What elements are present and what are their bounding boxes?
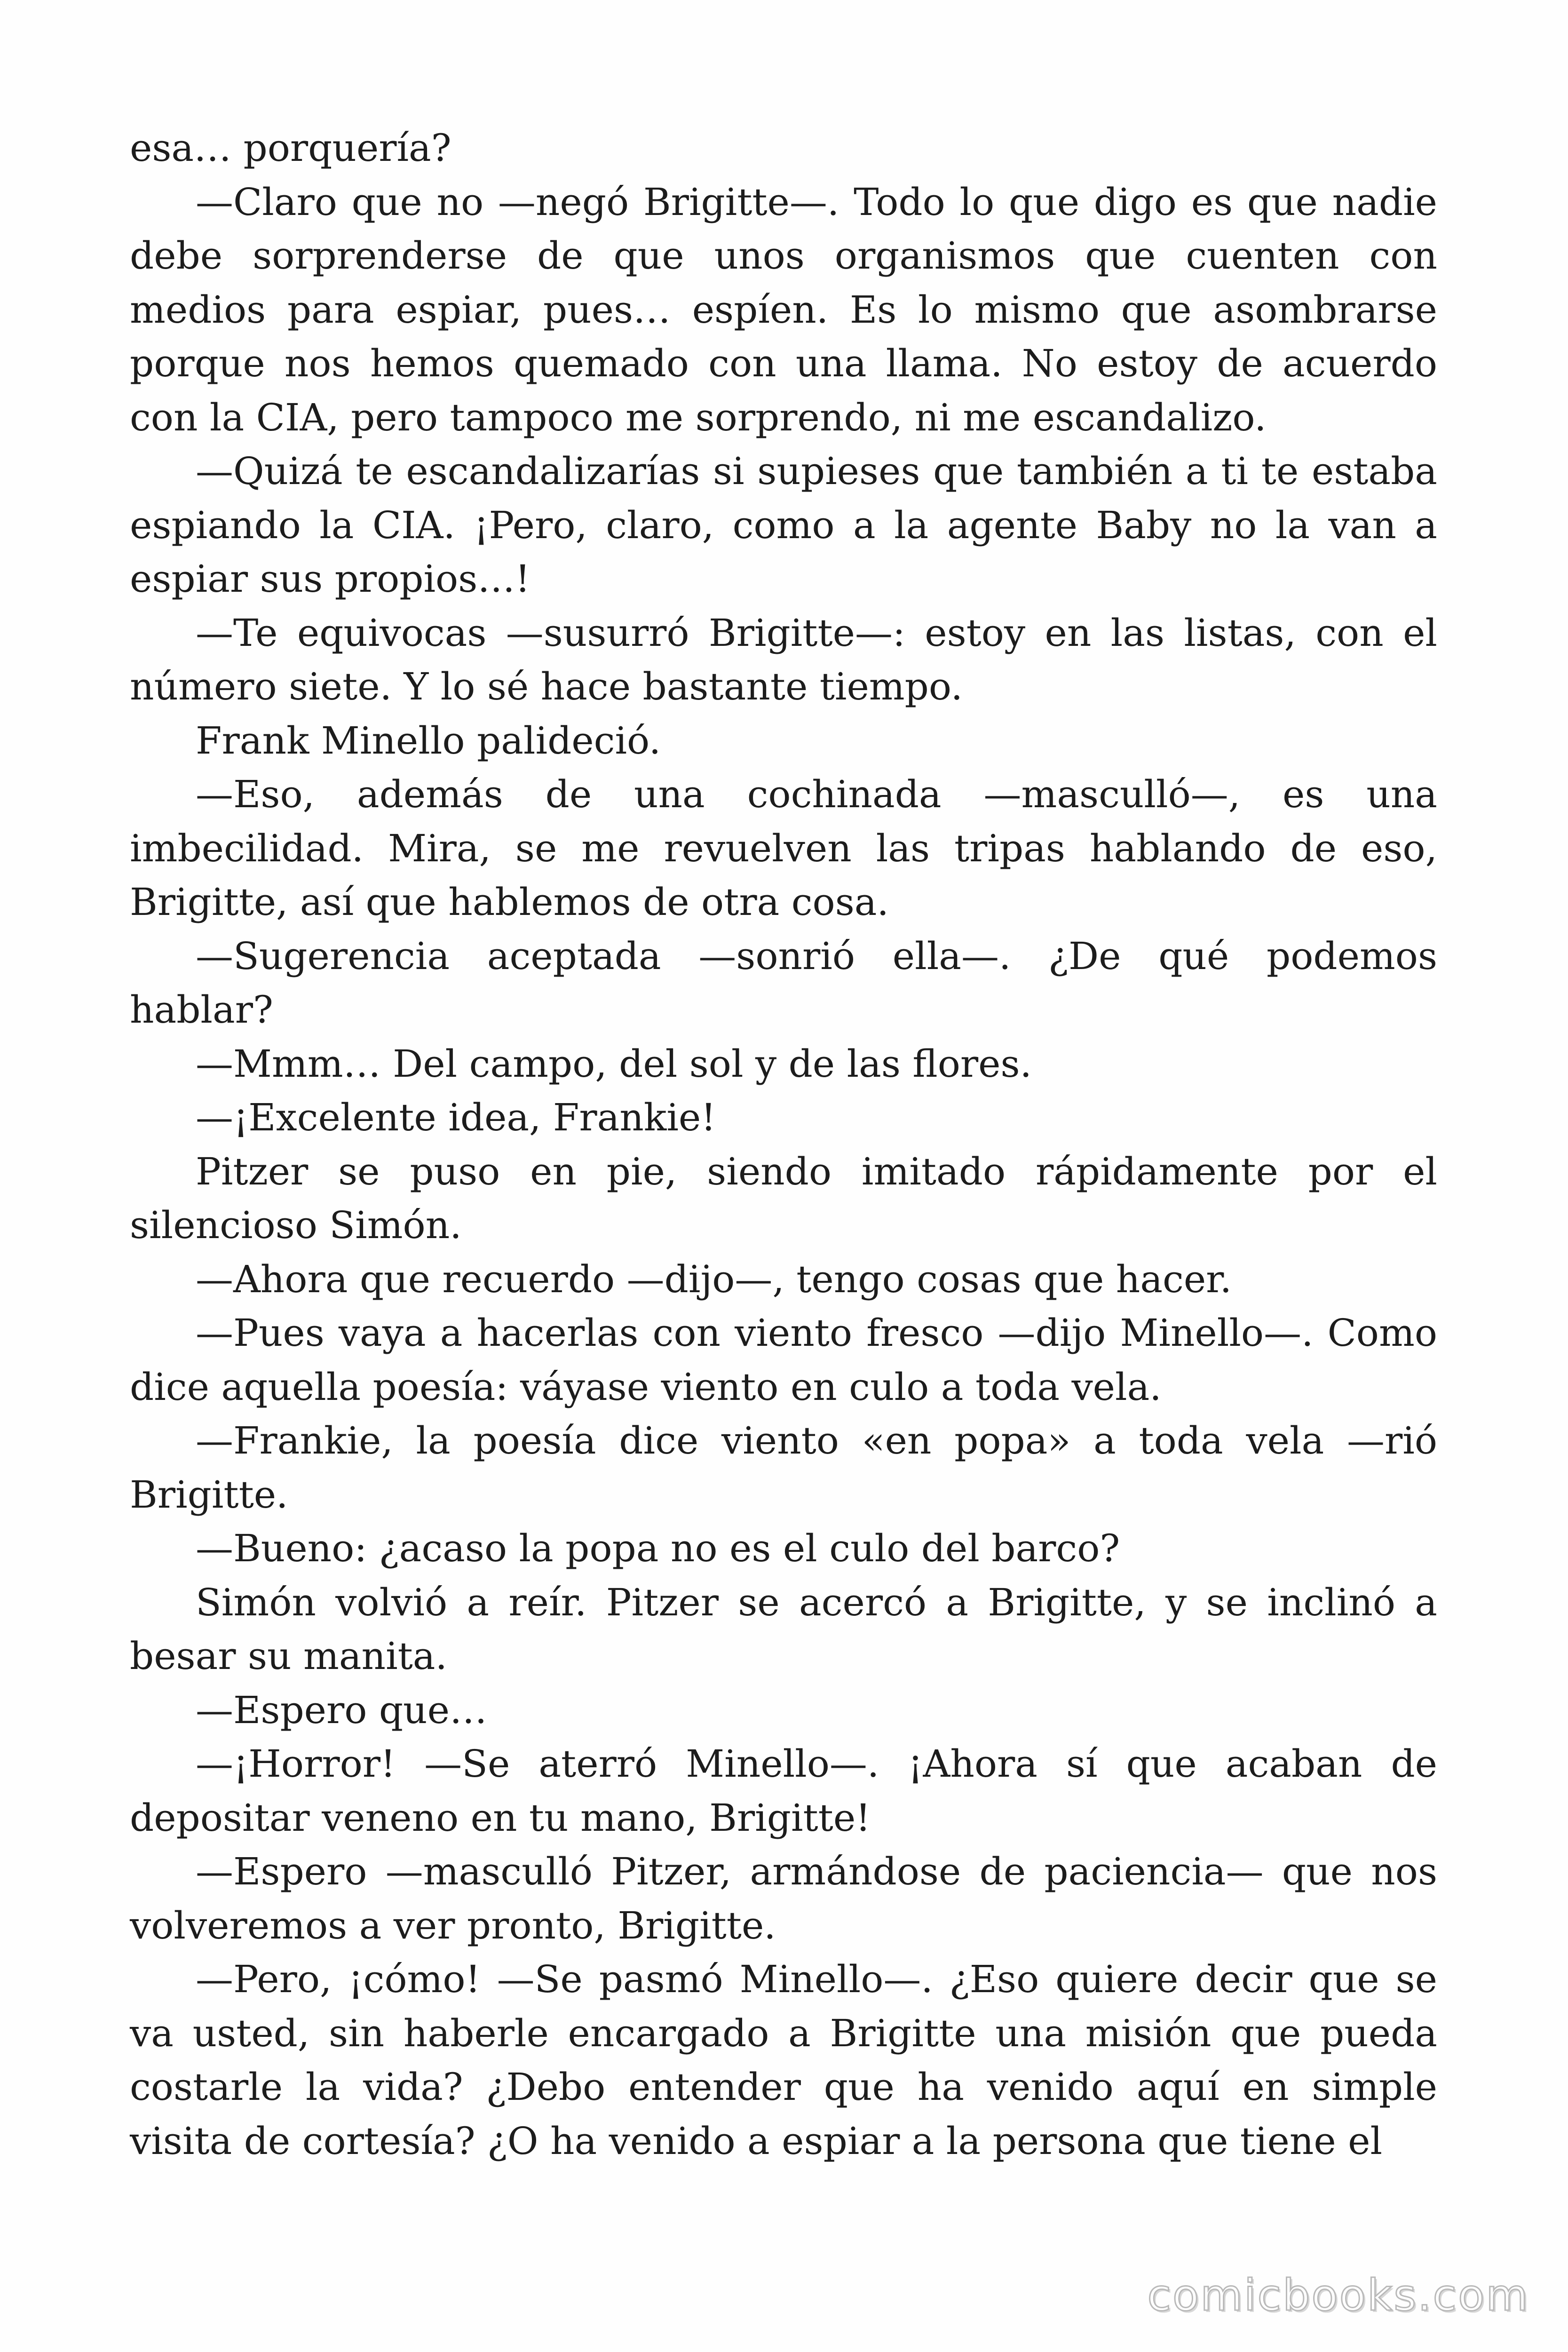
paragraph: —Claro que no —negó Brigitte—. Todo lo que digo es que nadie debe sorprenderse de que unos organismos que cuenten con medios para espiar, pues… espíen. Es lo mismo que asombrarse porque nos hemos quemado con una llama. No estoy de acuerdo con la CIA, pero tampoco me sorprendo, ni me escandalizo. (130, 180, 1437, 439)
paragraph: —¡Horror! —Se aterró Minello—. ¡Ahora sí que acaban de depositar veneno en tu mano, Brigitte! (130, 1742, 1437, 1840)
paragraph: —Pero, ¡cómo! —Se pasmó Minello—. ¿Eso quiere decir que se va usted, sin haberle encargado a Brigitte una misión que pueda costarle la vida? ¿Debo entender que ha venido aquí en simple visita de cortesía? ¿O ha venido a espiar a la persona que tiene el (130, 1957, 1437, 2163)
paragraph: Pitzer se puso en pie, siendo imitado rápidamente por el silencioso Simón. (130, 1149, 1437, 1247)
paragraph: —Eso, además de una cochinada —masculló—, es una imbecilidad. Mira, se me revuelven las tripas hablando de eso, Brigitte, así que hablemos de otra cosa. (130, 772, 1437, 924)
paragraph: —Espero que… (196, 1688, 487, 1732)
paragraph: —Espero —masculló Pitzer, armándose de paciencia— que nos volveremos a ver pronto, Brigitte. (130, 1850, 1437, 1947)
paragraph: —Mmm… Del campo, del sol y de las flores. (196, 1041, 1032, 1086)
page-text (130, 121, 1437, 2168)
paragraph: Frank Minello palideció. (196, 718, 661, 763)
paragraph: —Bueno: ¿acaso la popa no es el culo del barco? (196, 1526, 1120, 1570)
paragraph: Simón volvió a reír. Pitzer se acercó a Brigitte, y se inclinó a besar su manita. (130, 1580, 1437, 1678)
paragraph: —Ahora que recuerdo —dijo—, tengo cosas que hacer. (196, 1257, 1232, 1301)
paragraph: —Quizá te escandalizarías si supieses que también a ti te estaba espiando la CIA. ¡Pero, claro, como a la agente Baby no la van a espiar sus propios…! (130, 449, 1437, 601)
paragraph: —Te equivocas —susurró Brigitte—: estoy en las listas, con el número siete. Y lo sé hace bastante tiempo. (130, 611, 1437, 708)
watermark-text: comicbooks.com (1147, 2270, 1529, 2320)
paragraph-continuation: esa… porquería? (130, 126, 451, 170)
paragraph: —Pues vaya a hacerlas con viento fresco —dijo Minello—. Como dice aquella poesía: váyase viento en culo a toda vela. (130, 1311, 1437, 1409)
paragraph: —Frankie, la poesía dice viento «en popa» a toda vela —rió Brigitte. (130, 1419, 1437, 1517)
paragraph: —Sugerencia aceptada —sonrió ella—. ¿De qué podemos hablar? (130, 934, 1437, 1032)
paragraph: —¡Excelente idea, Frankie! (196, 1096, 716, 1139)
